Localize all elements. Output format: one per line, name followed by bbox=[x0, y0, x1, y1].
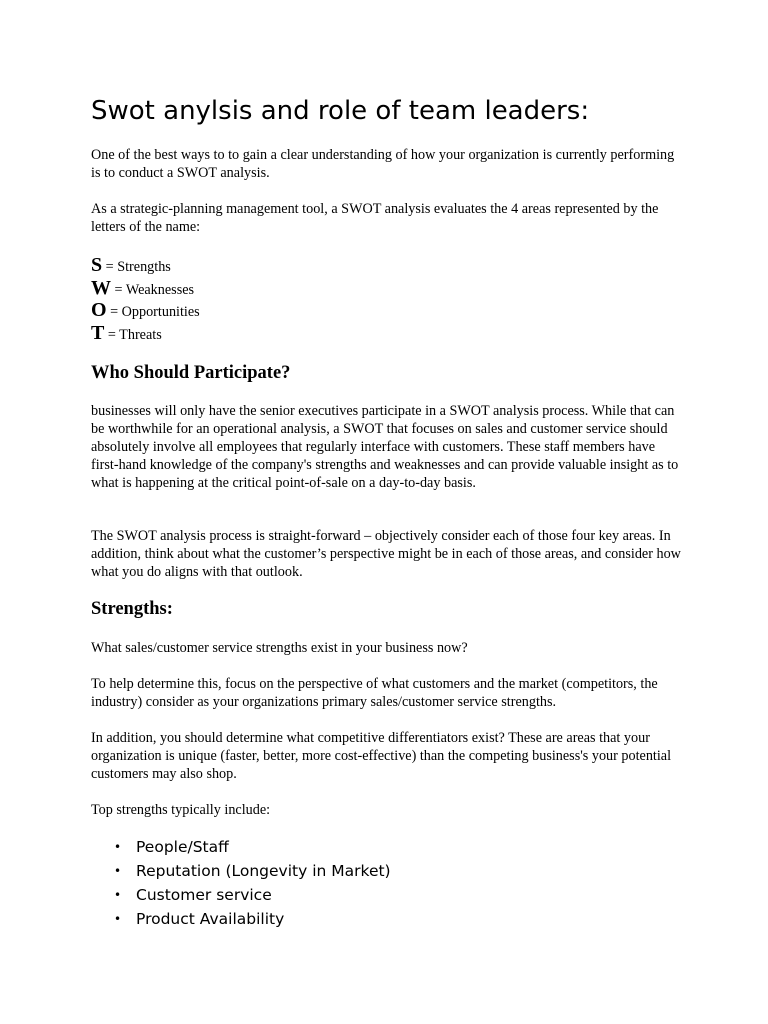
swot-letter-list bbox=[91, 254, 200, 344]
bullet-text: Product Availability bbox=[136, 910, 285, 928]
section-heading-participate: Who Should Participate? bbox=[91, 363, 291, 383]
body-paragraph: In addition, you should determine what competitive differentiators exist? These are areas that your organization is unique (faster, better, more cost-effective) than the competing business's your potential customers may also shop. bbox=[91, 730, 672, 782]
swot-letter: O bbox=[91, 299, 107, 321]
list-item bbox=[91, 883, 391, 907]
body-paragraph: To help determine this, focus on the perspective of what customers and the market (competitors, the industry) consider as your organizations primary sales/customer service strengths. bbox=[91, 676, 658, 710]
page-title: Swot anylsis and role of team leaders: bbox=[91, 96, 590, 126]
swot-meaning: = Opportunities bbox=[106, 304, 200, 320]
bullet-icon: • bbox=[114, 912, 122, 926]
bullet-text: People/Staff bbox=[136, 838, 229, 856]
swot-letter: S bbox=[91, 254, 103, 276]
list-item bbox=[91, 907, 391, 931]
body-paragraph: The SWOT analysis process is straight-forward – objectively consider each of those four key areas. In addition, think about what the customer’s perspective might be in each of those areas, and consider how what you do aligns with that outlook. bbox=[91, 528, 681, 580]
intro-paragraph: As a strategic-planning management tool, a SWOT analysis evaluates the 4 areas represented by the letters of the name: bbox=[91, 201, 659, 235]
body-paragraph: What sales/customer service strengths exist in your business now? bbox=[91, 640, 468, 656]
bullet-icon: • bbox=[114, 888, 122, 902]
swot-meaning: = Weaknesses bbox=[111, 281, 195, 298]
swot-item-threats bbox=[91, 322, 200, 345]
swot-item-opportunities bbox=[91, 299, 200, 322]
list-item bbox=[91, 835, 391, 859]
intro-paragraph: One of the best ways to to gain a clear understanding of how your organization is currently performing is to conduct a SWOT analysis. bbox=[91, 147, 675, 181]
swot-letter: T bbox=[91, 321, 105, 344]
bullet-text: Reputation (Longevity in Market) bbox=[136, 862, 391, 880]
body-paragraph: businesses will only have the senior executives participate in a SWOT analysis process. While that can be worthwhile for an operational analysis, a SWOT that focuses on sales and customer service should absolutely involve all employees that regularly interface with customers. These staff members have first-hand knowledge of the company's strengths and weaknesses and can provide valuable insight as to what is happening at the critical point-of-sale on a day-to-day basis. bbox=[91, 403, 679, 491]
section-heading-strengths: Strengths: bbox=[91, 599, 173, 619]
bullet-icon: • bbox=[114, 864, 122, 878]
body-paragraph: Top strengths typically include: bbox=[91, 802, 271, 818]
swot-item-strengths bbox=[91, 254, 200, 277]
bullet-icon: • bbox=[114, 840, 122, 854]
swot-meaning: = Threats bbox=[104, 326, 162, 343]
bullet-text: Customer service bbox=[136, 886, 272, 904]
strengths-bullet-list bbox=[91, 835, 391, 931]
list-item bbox=[91, 859, 391, 883]
swot-item-weaknesses bbox=[91, 277, 200, 300]
swot-letter: W bbox=[91, 276, 111, 299]
swot-meaning: = Strengths bbox=[102, 259, 171, 275]
